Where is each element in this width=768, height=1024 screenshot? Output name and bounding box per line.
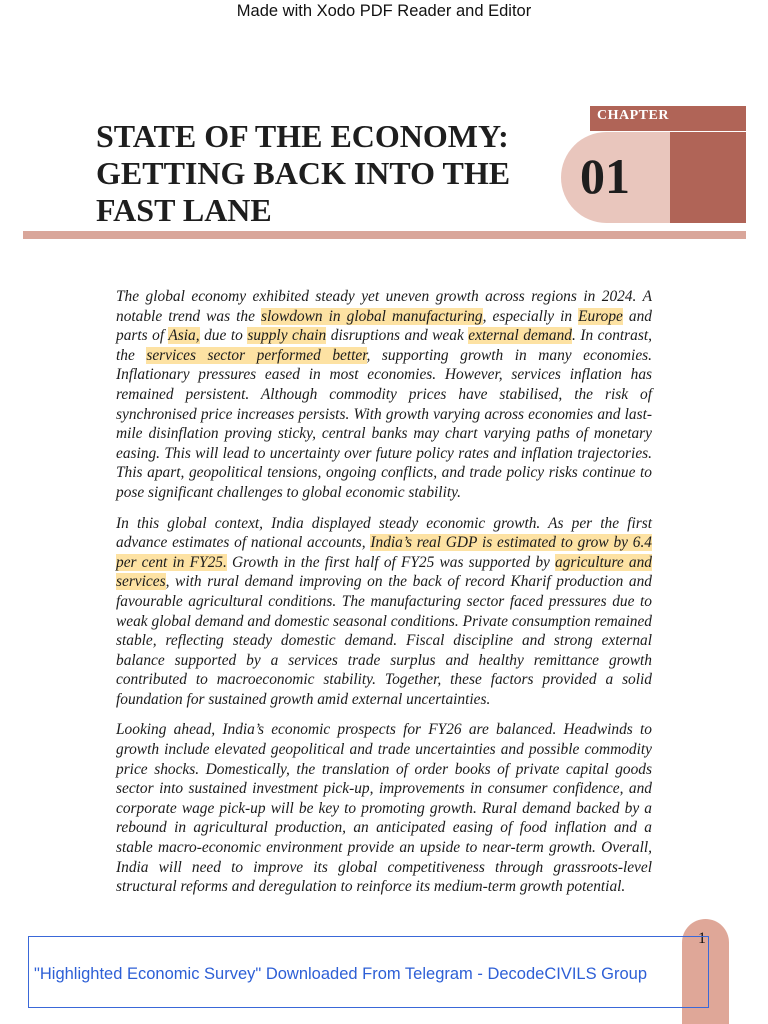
highlighted-text: Europe [578, 307, 623, 325]
highlighted-text: external demand [468, 327, 572, 345]
chapter-title-line: FAST LANE [96, 192, 272, 228]
body-paragraph [116, 720, 652, 896]
highlighted-text: supply chain [247, 327, 327, 345]
chapter-accent-block [670, 132, 746, 223]
page-number: 1 [698, 930, 706, 947]
paragraph-text: , with rural demand improving on the back of record Kharif production and favourable agricultural conditions. The manufacturing sector faced pressures due to weak global demand and domestic seasonal conditions. Private consumption remained stable, reflecting steady domestic demand. Fiscal discipline and strong external balance supported by a services trade surplus and healthy remittance growth contributed to macroeconomic stability. Together, these factors provided a solid foundation for sustained growth amid external uncertainties. [116, 573, 652, 708]
highlighted-text: Asia, [168, 327, 200, 345]
paragraph-text: , especially in [482, 307, 579, 325]
paragraph-text: In this global context, India displayed steady economic growth. As per the first advance estimates of national accounts, [116, 514, 652, 552]
chapter-title [96, 118, 566, 229]
chapter-label: CHAPTER [597, 108, 669, 123]
body-paragraph [116, 514, 652, 710]
highlighted-text: services sector performed better [146, 346, 367, 364]
chapter-number: 01 [580, 148, 630, 204]
body-paragraph [116, 287, 652, 503]
document-body [116, 287, 652, 908]
paragraph-text: Looking ahead, India’s economic prospects for FY26 are balanced. Headwinds to growth include elevated geopolitical and trade uncertainties and possible commodity price shocks. Domestically, the translation of order books of private capital goods sector into sustained investment pick-up, improvements in consumer confidence, and corporate wage pick-up will be key to promoting growth. Rural demand backed by a rebound in agricultural production, an anticipated easing of food inflation and a stable macro-economic environment provide an upside to near-term growth. Overall, India will need to improve its global competitiveness through grassroots-level structural reforms and deregulation to reinforce its medium-term growth potential. [116, 721, 652, 896]
paragraph-text: , supporting growth in many economies. Inflationary pressures eased in most economies. However, services inflation has remained persistent. Although commodity prices have stabilised, the risk of synchronised price increases persists. With growth varying across economies and last-mile disinflation proving sticky, central banks may chart varying paths of monetary easing. This will lead to uncertainty over future policy rates and inflation trajectories. This apart, geopolitical tensions, ongoing conflicts, and trade policy risks continue to pose significant challenges to global economic stability. [116, 346, 652, 501]
chapter-title-line: STATE OF THE ECONOMY: [96, 118, 509, 154]
paragraph-text: The global economy exhibited steady yet uneven growth across regions in 2024. A notable trend was the [116, 288, 652, 325]
highlighted-text: agriculture and services [116, 553, 652, 591]
app-watermark-banner: Made with Xodo PDF Reader and Editor [236, 2, 532, 20]
highlighted-text: India’s real GDP is estimated to grow by 6.4 per cent in FY25. [116, 534, 653, 571]
paragraph-text: and parts of [116, 307, 653, 345]
paragraph-text: disruptions and weak [326, 327, 469, 345]
paragraph-text: . In contrast, the [116, 327, 652, 364]
paragraph-text: Growth in the first half of FY25 was supported by [226, 553, 556, 571]
highlighted-text: slowdown in global manufacturing [261, 307, 483, 325]
chapter-title-line: GETTING BACK INTO THE [96, 155, 511, 191]
annotation-text[interactable]: "Highlighted Economic Survey" Downloaded From Telegram - DecodeCIVILS Group [34, 965, 648, 983]
paragraph-text: due to [199, 327, 248, 345]
header-divider [23, 231, 746, 239]
